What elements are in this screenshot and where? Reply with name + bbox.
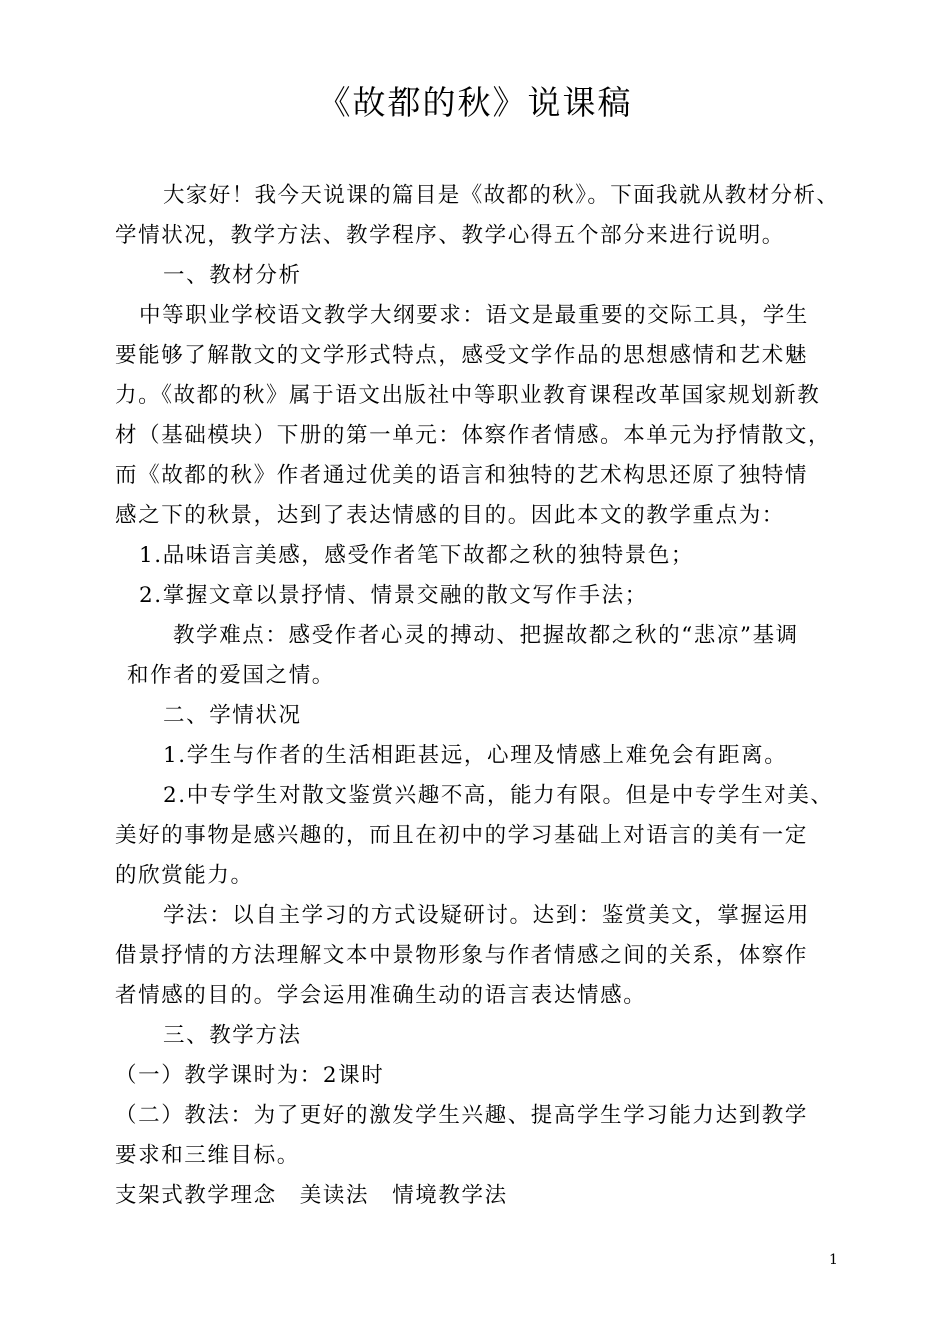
section-heading-students: 二、学情状况 (163, 703, 302, 728)
key-point-2: 2.掌握文章以景抒情、情景交融的散文写作手法； (139, 583, 648, 608)
analysis-line-5: 而《故都的秋》作者通过优美的语言和独特的艺术构思还原了独特情 (115, 463, 809, 488)
intro-line-1: 大家好！我今天说课的篇目是《故都的秋》。下面我就从教材分析、 (163, 183, 840, 208)
method-line-2: 借景抒情的方法理解文本中景物形象与作者情感之间的关系，体察作 (115, 943, 809, 968)
page-title: 《故都的秋》说课稿 (317, 83, 633, 122)
student-line-2a: 2.中专学生对散文鉴赏兴趣不高，能力有限。但是中专学生对美、 (163, 783, 834, 808)
key-point-1: 1.品味语言美感，感受作者笔下故都之秋的独特景色； (139, 543, 695, 568)
analysis-line-6: 感之下的秋景，达到了表达情感的目的。因此本文的教学重点为： (115, 503, 785, 528)
section-heading-methods: 三、教学方法 (163, 1023, 302, 1048)
student-line-2b: 美好的事物是感兴趣的，而且在初中的学习基础上对语言的美有一定 (115, 823, 809, 848)
teaching-line-2: 要求和三维目标。 (115, 1143, 300, 1168)
page-number: 1 (829, 1252, 838, 1268)
method-line-3: 者情感的目的。学会运用准确生动的语言表达情感。 (115, 983, 647, 1008)
analysis-line-3: 力。《故都的秋》属于语文出版社中等职业教育课程改革国家规划新教 (115, 383, 821, 408)
section-heading-materials: 一、教材分析 (163, 263, 302, 288)
analysis-line-4: 材（基础模块）下册的第一单元：体察作者情感。本单元为抒情散文， (115, 423, 832, 448)
analysis-line-2: 要能够了解散文的文学形式特点，感受文学作品的思想感情和艺术魅 (115, 343, 809, 368)
class-hours-line: （一）教学课时为：2课时 (115, 1063, 385, 1088)
student-line-2c: 的欣赏能力。 (115, 863, 254, 888)
method-line-1: 学法：以自主学习的方式设疑研讨。达到：鉴赏美文，掌握运用 (163, 903, 810, 928)
student-line-1: 1.学生与作者的生活相距甚远，心理及情感上难免会有距离。 (163, 743, 788, 768)
teaching-approaches-line: 支架式教学理念 美读法 情境教学法 (115, 1183, 508, 1208)
teaching-line-1: （二）教法：为了更好的激发学生兴趣、提高学生学习能力达到教学 (115, 1103, 809, 1128)
intro-line-2: 学情状况，教学方法、教学程序、教学心得五个部分来进行说明。 (115, 223, 785, 248)
analysis-line-1: 中等职业学校语文教学大纲要求：语文是最重要的交际工具，学生 (139, 303, 809, 328)
difficulty-line-2: 和作者的爱国之情。 (127, 663, 335, 688)
difficulty-line-1: 教学难点：感受作者心灵的搏动、把握故都之秋的“悲凉”基调 (173, 623, 799, 648)
